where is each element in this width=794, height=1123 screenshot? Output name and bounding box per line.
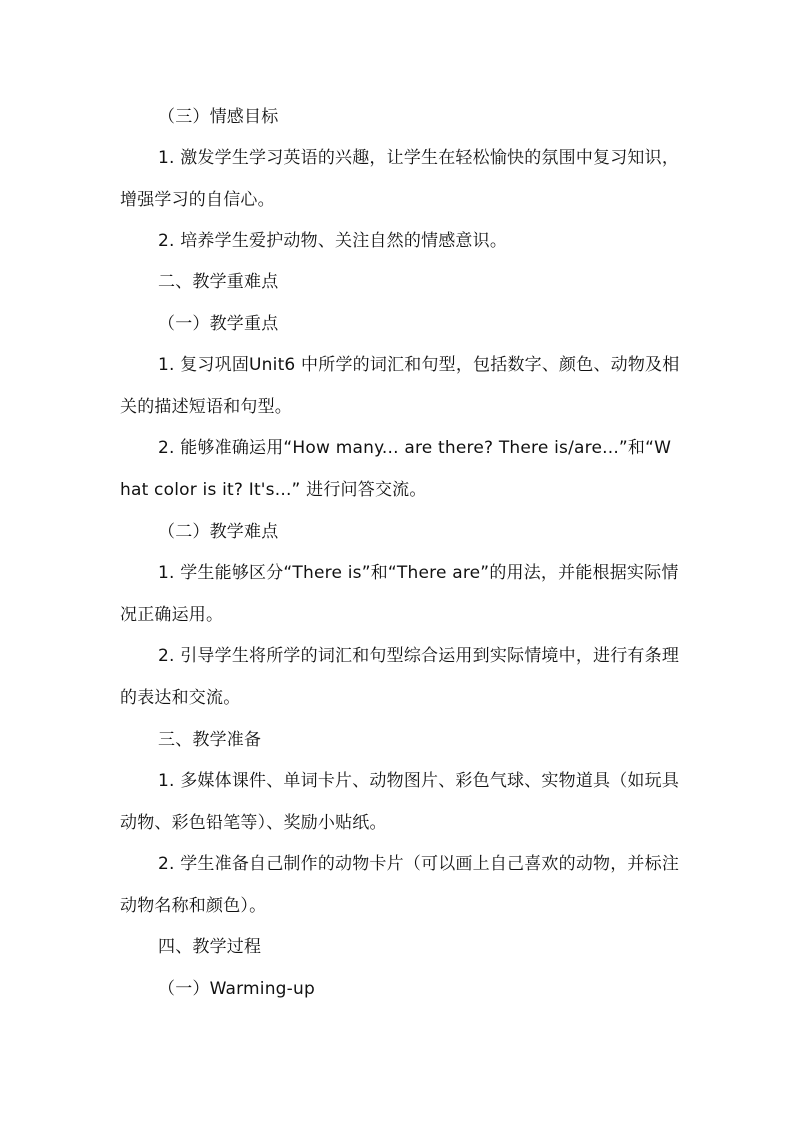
heading-teaching-process: 四、教学过程 bbox=[158, 937, 262, 957]
heading-key-points: （一）教学重点 bbox=[158, 314, 279, 334]
paragraph-difficult-point-1: 1. 学生能够区分“There is”和“There are”的用法，并能根据实际情况正确运用。 bbox=[120, 563, 679, 625]
paragraph-key-point-1: 1. 复习巩固Unit6 中所学的词汇和句型，包括数字、颜色、动物及相关的描述短语和句型。 bbox=[120, 355, 680, 417]
heading-key-difficult-points: 二、教学重难点 bbox=[158, 272, 279, 292]
paragraph-emotional-goal-1: 1. 激发学生学习英语的兴趣，让学生在轻松愉快的氛围中复习知识，增强学习的自信心。 bbox=[120, 148, 680, 210]
paragraph-preparation-2: 2. 学生准备自己制作的动物卡片（可以画上自己喜欢的动物，并标注动物名称和颜色）。 bbox=[120, 854, 680, 916]
paragraph-emotional-goal-2: 2. 培养学生爱护动物、关注自然的情感意识。 bbox=[158, 231, 508, 251]
heading-difficult-points: （二）教学难点 bbox=[158, 522, 279, 542]
heading-emotional-goals: （三）情感目标 bbox=[158, 107, 279, 127]
paragraph-preparation-1: 1. 多媒体课件、单词卡片、动物图片、彩色气球、实物道具（如玩具动物、彩色铅笔等）、奖励小贴纸。 bbox=[120, 771, 680, 833]
heading-teaching-preparation: 三、教学准备 bbox=[158, 730, 262, 750]
heading-warming-up: （一）Warming-up bbox=[158, 979, 315, 999]
paragraph-difficult-point-2: 2. 引导学生将所学的词汇和句型综合运用到实际情境中，进行有条理的表达和交流。 bbox=[120, 646, 680, 708]
paragraph-key-point-2: 2. 能够准确运用“How many... are there? There is/are...”和“What color is it? It's...” 进行问答交流。 bbox=[120, 438, 672, 500]
